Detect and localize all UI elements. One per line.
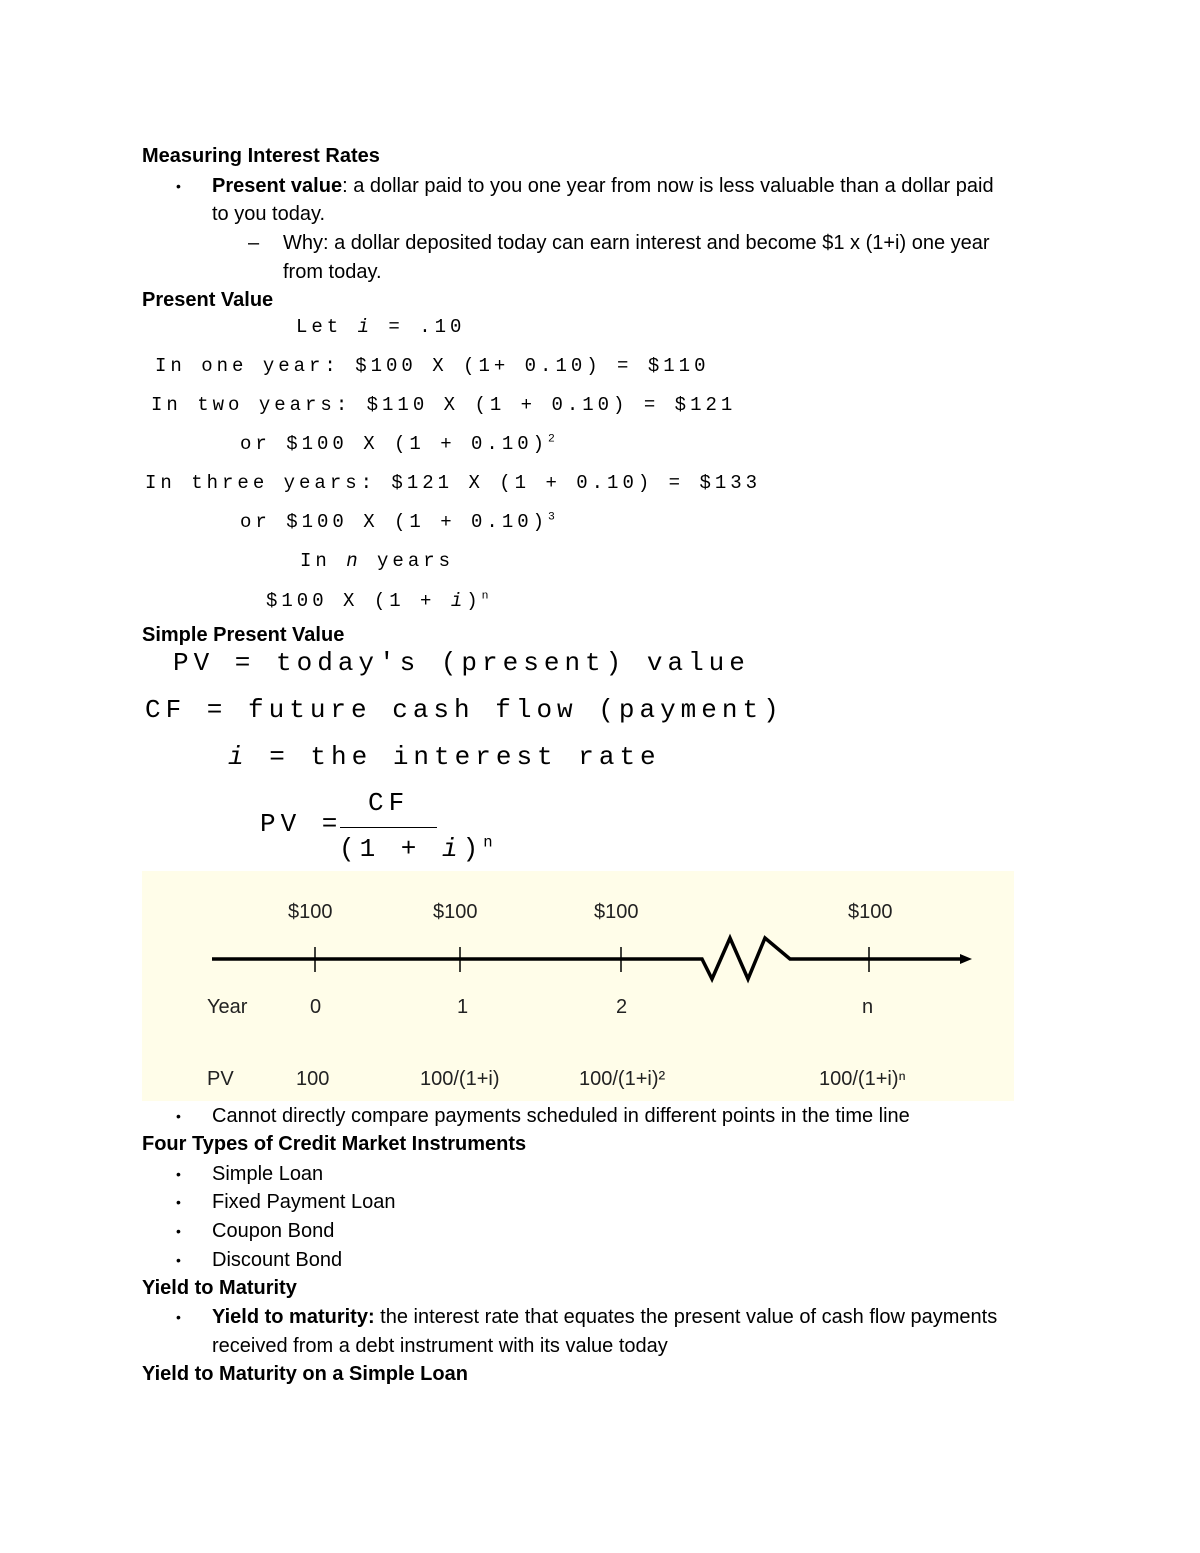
pv-line-two-years-alt-text: or $100 X (1 + 0.10) [240,433,549,455]
bullet-icon: • [176,1194,181,1210]
exponent: n [483,833,498,852]
bullet-icon: • [176,1223,181,1239]
pv-2: 100/(1+i)² [579,1068,666,1090]
let-i-line [296,316,465,338]
pv-1: 100/(1+i) [420,1068,500,1090]
let-value: = .10 [373,316,466,338]
heading-credit-instruments: Four Types of Credit Market Instruments [142,1133,527,1155]
let-text: Let [296,316,358,338]
fraction-bar [340,827,437,828]
pv-line-two-years: In two years: $110 X (1 + 0.10) = $121 [151,394,737,416]
heading-present-value [142,288,273,312]
pv-line-n-formula [266,590,492,612]
pv-line-n-years [300,550,454,572]
den-post: ) [462,834,484,864]
den-pre: (1 + [339,834,443,864]
heading-measuring-interest-rates: Measuring Interest Rates [142,145,380,167]
heading-present-value-text: Present Value [142,289,274,311]
pv-label: PV [207,1068,234,1090]
ytm-text: the interest rate that equates the present value of cash flow payments [374,1306,998,1328]
ytm-bullet-line1 [212,1305,997,1329]
present-value-text: : a dollar paid to you one year from now is less valuable than a dollar paid [342,175,994,197]
pv-0: 100 [296,1068,330,1090]
list-item: Simple Loan [212,1163,324,1185]
heading-simple-present-value: Simple Present Value [142,624,345,646]
list-item: Fixed Payment Loan [212,1191,396,1213]
bullet-icon: • [176,178,181,194]
year-2: 2 [616,996,628,1018]
bullet-icon: • [176,1252,181,1268]
bullet-icon: • [176,1108,181,1124]
dash-icon: – [248,232,260,254]
arrow-head [960,954,972,964]
in-text: In [300,550,347,572]
amount-n: $100 [848,901,893,923]
year-1: 1 [457,996,469,1018]
amount-0: $100 [288,901,333,923]
ytm-term: Yield to maturity: [212,1306,375,1328]
pv-line-three-years: In three years: $121 X (1 + 0.10) = $133 [145,472,762,494]
i-var: i [450,590,467,612]
years-text: years [361,550,455,572]
present-value-term: Present value [212,175,343,197]
year-label: Year [207,996,248,1018]
def-i-text: = the interest rate [248,742,661,772]
ytm-bullet-line2: received from a debt instrument with its value today [212,1335,668,1357]
formula-numerator: CF [368,788,410,818]
list-item: Coupon Bond [212,1220,335,1242]
amount-1: $100 [433,901,478,923]
timeline-figure [142,871,1014,1101]
formula-lhs: PV = [260,809,343,839]
year-0: 0 [310,996,322,1018]
i-var: i [228,742,249,772]
pv-line-three-years-alt-text: or $100 X (1 + 0.10) [240,511,549,533]
i-var: i [442,834,463,864]
formula-post: ) [466,590,482,612]
pv-n: 100/(1+i)ⁿ [819,1068,906,1090]
n-var: n [346,550,362,572]
formula-denominator [339,834,498,864]
bullet-icon: • [176,1166,181,1182]
why-line2: from today. [283,261,382,283]
def-cf: CF = future cash flow (payment) [145,695,784,725]
bullet-icon: • [176,1309,181,1325]
why-line1: Why: a dollar deposited today can earn interest and become $1 x (1+i) one year [283,232,990,254]
list-item: Discount Bond [212,1249,343,1271]
present-value-bullet-line2: to you today. [212,203,326,225]
exponent: 3 [548,511,559,524]
amount-2: $100 [594,901,639,923]
exponent: 2 [548,433,559,446]
def-pv: PV = today's (present) value [173,648,750,678]
def-i [228,742,661,772]
exponent: n [481,590,493,603]
heading-yield-to-maturity: Yield to Maturity [142,1277,297,1299]
pv-line-three-years-alt [240,511,559,533]
pv-line-one-year: In one year: $100 X (1+ 0.10) = $110 [155,355,710,377]
compare-payments-bullet: Cannot directly compare payments scheduled in different points in the time line [212,1105,910,1127]
heading-ytm-simple-loan: Yield to Maturity on a Simple Loan [142,1363,468,1385]
pv-line-two-years-alt [240,433,559,455]
year-n: n [862,996,874,1018]
let-i-var: i [357,316,374,338]
present-value-bullet-line1 [212,174,994,198]
formula-pre: $100 X (1 + [266,590,451,612]
timeline-line [212,938,964,979]
